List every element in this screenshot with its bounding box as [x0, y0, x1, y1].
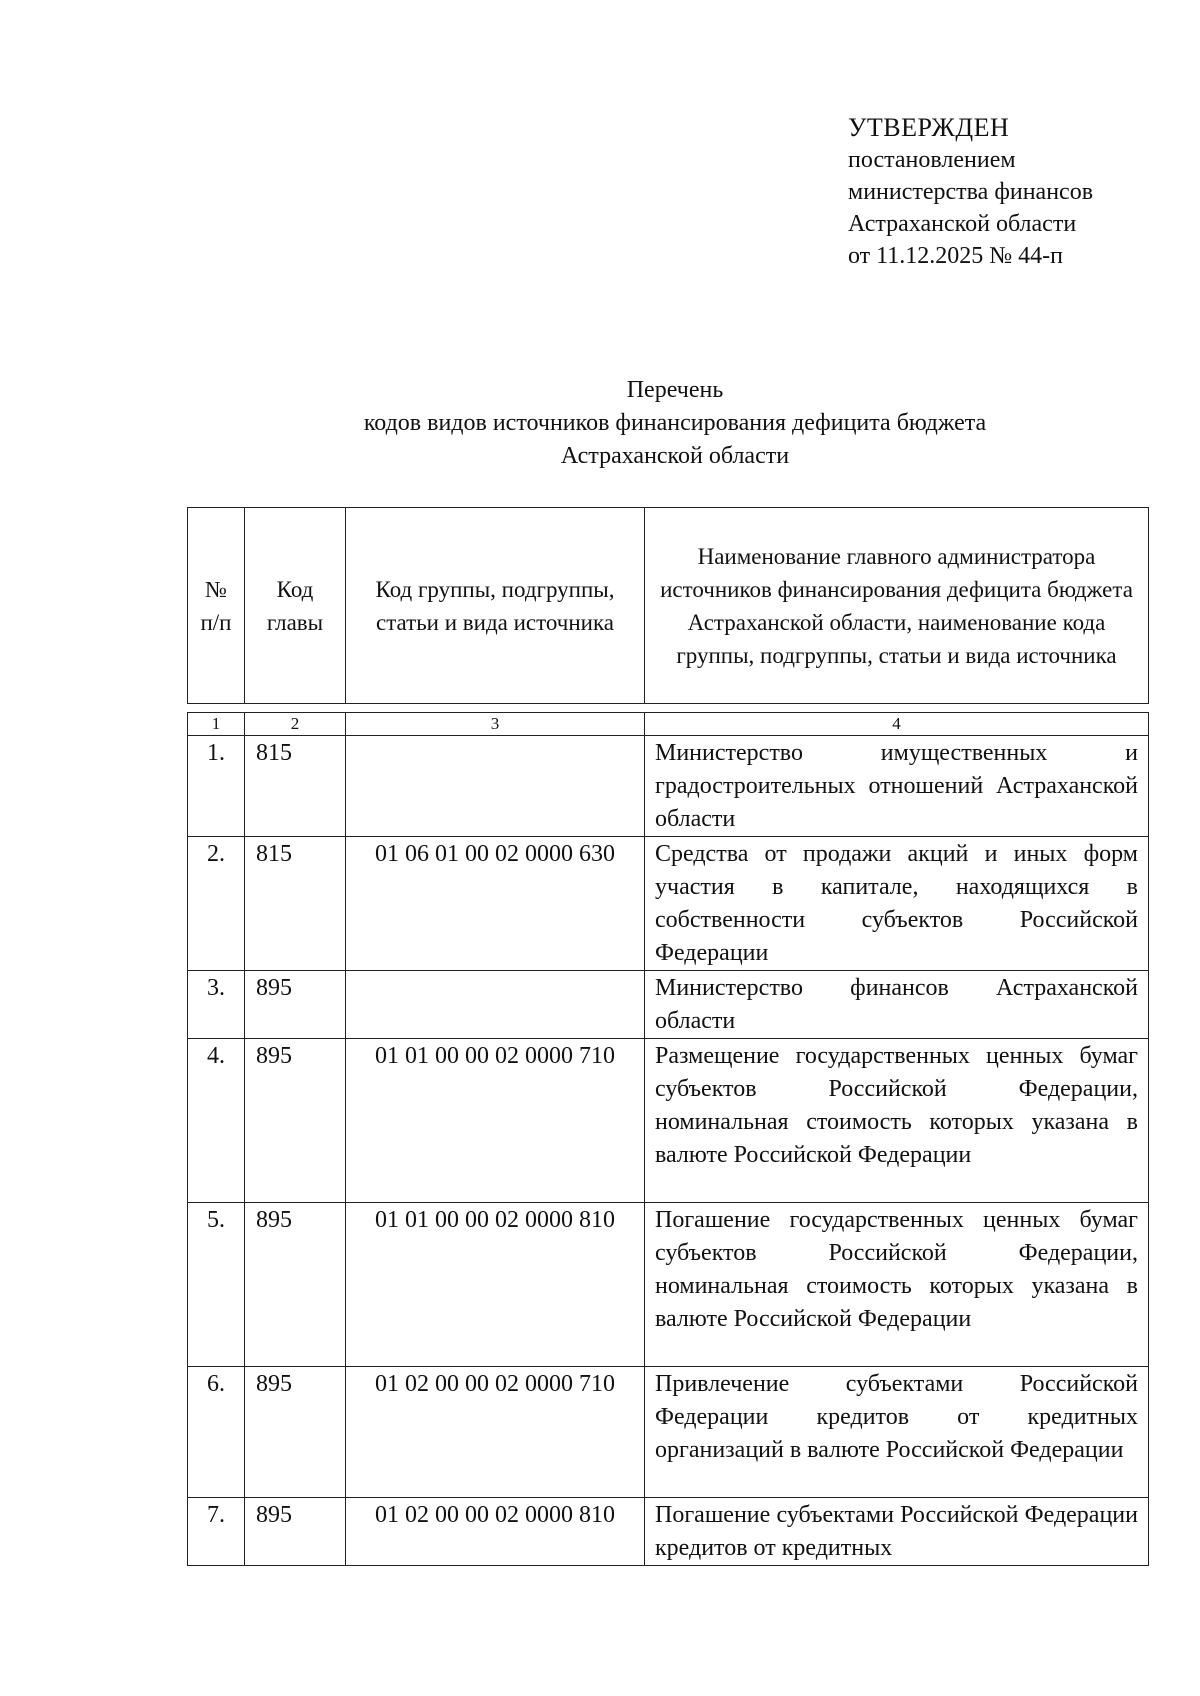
header-source-name: Наименование главного администратора источников финансирования дефицита бюджета Астраханской области, наименование кода группы, подгруппы, статьи и вида источника	[645, 508, 1149, 704]
row-index: 2.	[188, 837, 245, 971]
row-name: Министерство имущественных и градостроительных отношений Астраханской области	[645, 736, 1149, 837]
column-number: 2	[245, 713, 346, 736]
approval-stamp	[848, 112, 1093, 272]
table-row	[188, 736, 1149, 837]
document-title	[0, 374, 1200, 473]
row-chapter: 895	[245, 971, 346, 1039]
row-code	[346, 971, 645, 1039]
row-code: 01 02 00 00 02 0000 710	[346, 1367, 645, 1498]
row-code: 01 01 00 00 02 0000 710	[346, 1039, 645, 1203]
column-number: 3	[346, 713, 645, 736]
row-chapter: 815	[245, 837, 346, 971]
row-index: 3.	[188, 971, 245, 1039]
table-row	[188, 1367, 1149, 1498]
row-name: Средства от продажи акций и иных форм участия в капитале, находящихся в собственности субъектов Российской Федерации	[645, 837, 1149, 971]
row-index: 4.	[188, 1039, 245, 1203]
title-line: Астраханской области	[560, 443, 790, 469]
table-row	[188, 837, 1149, 971]
table-header	[187, 507, 1149, 704]
row-index: 5.	[188, 1203, 245, 1367]
table-row	[188, 1498, 1149, 1566]
title-line: Перечень	[626, 377, 724, 403]
header-chapter-code: Код главы	[245, 508, 346, 704]
approval-status: УТВЕРЖДЕН	[848, 113, 1010, 142]
header-source-code: Код группы, подгруппы, статьи и вида источника	[346, 508, 645, 704]
row-code: 01 02 00 00 02 0000 810	[346, 1498, 645, 1566]
approval-line: министерства финансов	[848, 179, 1094, 205]
title-line: кодов видов источников финансирования дефицита бюджета	[363, 410, 987, 436]
row-index: 1.	[188, 736, 245, 837]
row-name: Размещение государственных ценных бумаг субъектов Российской Федерации, номинальная стоимость которых указана в валюте Российской Федерации	[645, 1039, 1149, 1203]
row-index: 6.	[188, 1367, 245, 1498]
row-name: Погашение субъектами Российской Федерации кредитов от кредитных	[645, 1498, 1149, 1566]
approval-line: постановлением	[848, 147, 1016, 173]
table-row	[188, 971, 1149, 1039]
row-name: Министерство финансов Астраханской области	[645, 971, 1149, 1039]
row-index: 7.	[188, 1498, 245, 1566]
header-index: № п/п	[188, 508, 245, 704]
table-row	[188, 1203, 1149, 1367]
approval-line: Астраханской области	[848, 211, 1077, 237]
row-chapter: 895	[245, 1498, 346, 1566]
column-number-row	[188, 713, 1149, 736]
row-chapter: 895	[245, 1039, 346, 1203]
row-code: 01 06 01 00 02 0000 630	[346, 837, 645, 971]
row-code: 01 01 00 00 02 0000 810	[346, 1203, 645, 1367]
row-chapter: 895	[245, 1367, 346, 1498]
row-name: Погашение государственных ценных бумаг субъектов Российской Федерации, номинальная стоимость которых указана в валюте Российской Федерации	[645, 1203, 1149, 1367]
row-name: Привлечение субъектами Российской Федерации кредитов от кредитных организаций в валюте Российской Федерации	[645, 1367, 1149, 1498]
column-number: 1	[188, 713, 245, 736]
row-chapter: 895	[245, 1203, 346, 1367]
sources-table	[187, 712, 1149, 1566]
approval-date: от 11.12.2025 № 44-п	[848, 243, 1064, 269]
row-code	[346, 736, 645, 837]
table-row	[188, 1039, 1149, 1203]
row-chapter: 815	[245, 736, 346, 837]
column-number: 4	[645, 713, 1149, 736]
